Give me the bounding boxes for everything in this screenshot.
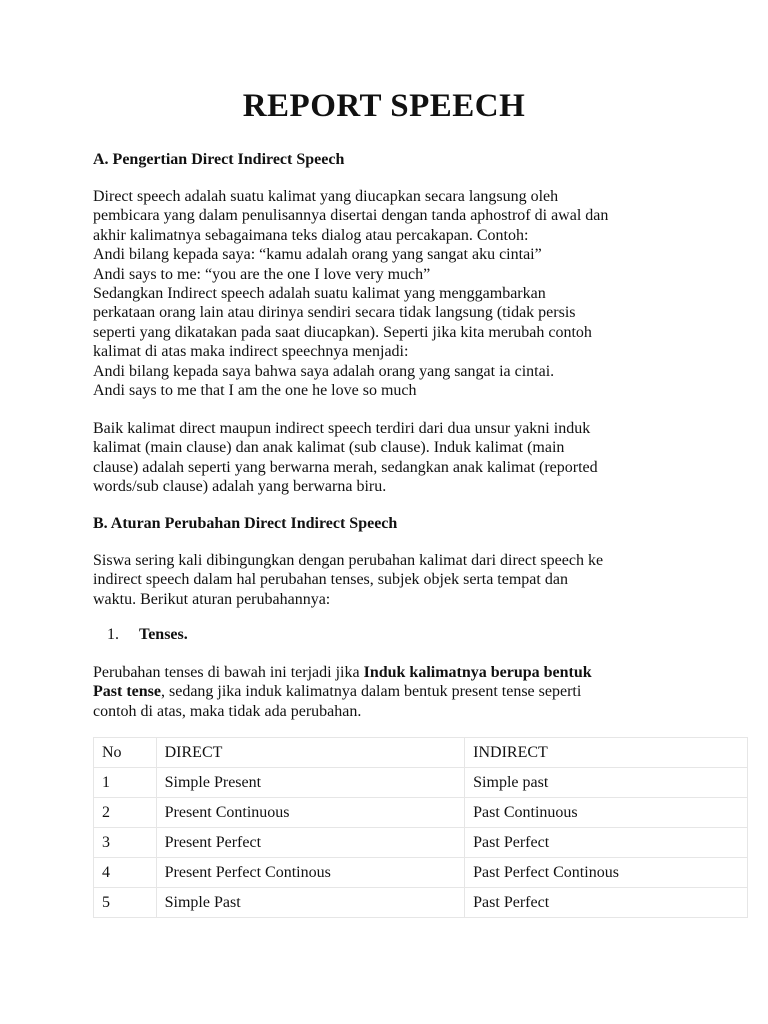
text-line: Andi bilang kepada saya bahwa saya adalah orang yang sangat ia cintai. — [93, 362, 555, 380]
text-line: Direct speech adalah suatu kalimat yang diucapkan secara langsung oleh — [93, 188, 559, 205]
section-a-heading: A. Pengertian Direct Indirect Speech — [93, 151, 345, 168]
section-b-paragraph-1 — [93, 551, 693, 609]
table-row — [94, 798, 748, 828]
table-cell: Simple Present — [156, 768, 465, 798]
text-line: akhir kalimatnya sebagaimana teks dialog atau percakapan. Contoh: — [93, 226, 529, 244]
table-cell: 4 — [94, 858, 157, 888]
table-cell: Simple past — [465, 768, 748, 798]
text-line: indirect speech dalam hal perubahan tenses, subjek objek serta tempat dan — [93, 571, 568, 589]
table-cell: Past Perfect Continous — [465, 858, 748, 888]
section-b-heading: B. Aturan Perubahan Direct Indirect Speech — [93, 515, 398, 532]
table-cell: Past Perfect — [465, 888, 748, 918]
table-row — [94, 768, 748, 798]
header-cell-direct: DIRECT — [156, 738, 465, 768]
table-row — [94, 888, 748, 918]
text-line: Baik kalimat direct maupun indirect speech terdiri dari dua unsur yakni induk — [93, 420, 591, 437]
text-line: words/sub clause) adalah yang berwarna biru. — [93, 478, 387, 496]
text-line — [93, 663, 693, 682]
table-cell: Present Perfect Continous — [156, 858, 465, 888]
table-cell: 3 — [94, 828, 157, 858]
section-a-paragraph-1 — [93, 187, 693, 400]
text-line: kalimat di atas maka indirect speechnya menjadi: — [93, 343, 409, 361]
text-line: perkataan orang lain atau dirinya sendiri secara tidak langsung (tidak persis — [93, 304, 576, 322]
text-line: Andi says to me that I am the one he love so much — [93, 382, 417, 400]
text-run: Perubahan tenses di bawah ini terjadi jika — [93, 664, 364, 681]
table-cell: 2 — [94, 798, 157, 828]
text-line: seperti yang dikatakan pada saat diucapkan). Seperti jika kita merubah contoh — [93, 323, 592, 341]
list-label: Tenses. — [139, 626, 188, 643]
text-line: Andi bilang kepada saya: “kamu adalah orang yang sangat aku cintai” — [93, 246, 542, 264]
table-cell: Simple Past — [156, 888, 465, 918]
table-cell: 5 — [94, 888, 157, 918]
table-cell: Past Perfect — [465, 828, 748, 858]
document-title: REPORT SPEECH — [242, 88, 526, 124]
text-line: clause) adalah seperti yang berwarna merah, sedangkan anak kalimat (reported — [93, 458, 598, 476]
tenses-table — [93, 737, 748, 918]
table-cell: Present Continuous — [156, 798, 465, 828]
text-line: Andi says to me: “you are the one I love very much” — [93, 265, 431, 283]
text-line: Siswa sering kali dibingungkan dengan perubahan kalimat dari direct speech ke — [93, 552, 604, 569]
header-cell-indirect: INDIRECT — [465, 738, 748, 768]
header-cell-no: No — [94, 738, 157, 768]
text-line: kalimat (main clause) dan anak kalimat (sub clause). Induk kalimat (main — [93, 439, 565, 457]
section-a-paragraph-2 — [93, 419, 693, 497]
table-row — [94, 828, 748, 858]
text-line: waktu. Berikut aturan perubahannya: — [93, 590, 331, 608]
list-item-tenses — [107, 626, 188, 644]
text-line: Sedangkan Indirect speech adalah suatu kalimat yang menggambarkan — [93, 285, 546, 303]
table-header-row — [94, 738, 748, 768]
list-number: 1. — [107, 626, 119, 643]
text-run-bold: Past tense — [93, 683, 161, 701]
text-line — [93, 682, 693, 701]
text-run: , sedang jika induk kalimatnya dalam bentuk present tense seperti — [160, 683, 582, 701]
text-line: pembicara yang dalam penulisannya disertai dengan tanda aphostrof di awal dan — [93, 207, 609, 225]
table-cell: Past Continuous — [465, 798, 748, 828]
section-b-paragraph-2 — [93, 663, 693, 721]
text-line: contoh di atas, maka tidak ada perubahan. — [93, 702, 362, 720]
table-cell: Present Perfect — [156, 828, 465, 858]
table-cell: 1 — [94, 768, 157, 798]
table-row — [94, 858, 748, 888]
text-run-bold: Induk kalimatnya berupa bentuk — [363, 664, 592, 681]
